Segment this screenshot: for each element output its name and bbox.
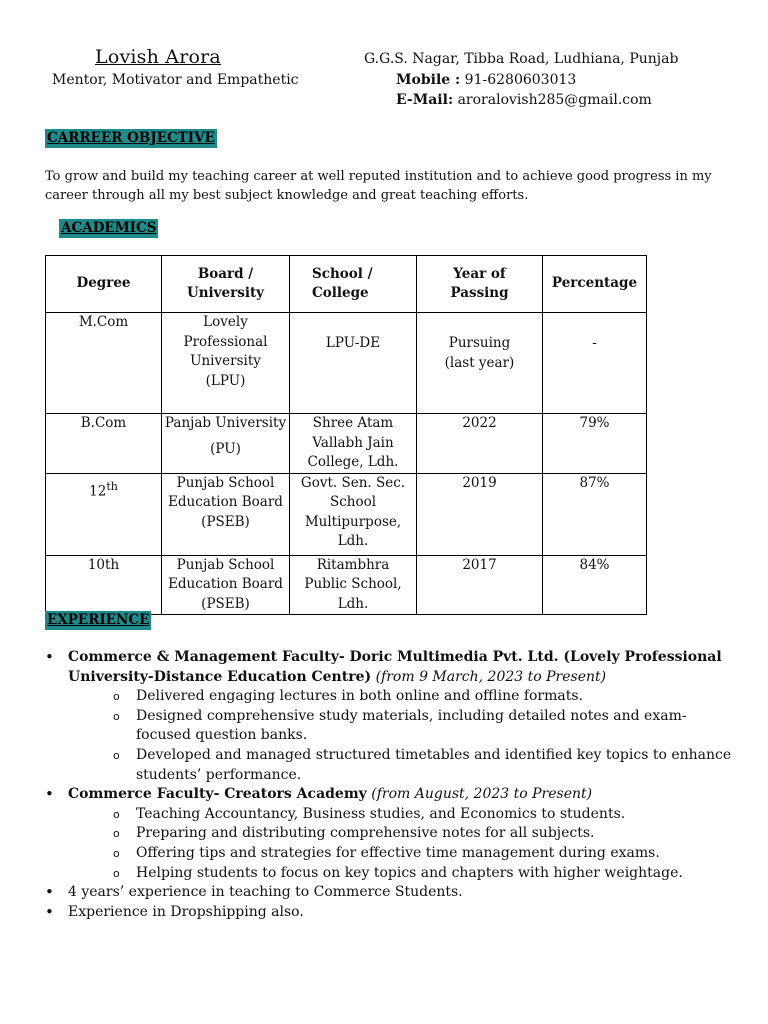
- job-point: o Helping students to focus on key topics and chapters with higher weightage.: [113, 864, 735, 884]
- job-point: o Designed comprehensive study materials, including detailed notes and exam-focused question banks.: [113, 707, 735, 746]
- cell-percentage: 87%: [543, 473, 647, 555]
- col-header-degree: Degree: [46, 256, 162, 313]
- cell-line: Govt. Sen. Sec.: [300, 474, 406, 491]
- col-header-percentage: Percentage: [543, 256, 647, 313]
- cell-board: [162, 414, 290, 474]
- cell-school: [290, 555, 417, 615]
- cell-percentage: -: [543, 313, 647, 414]
- cell-percentage: 84%: [543, 555, 647, 615]
- cell-line: Professional: [183, 333, 268, 350]
- job-period: (from August, 2023 to Present): [371, 786, 593, 803]
- cell-line: University: [190, 353, 261, 369]
- degree-suffix: th: [106, 479, 118, 493]
- job-title: Commerce Faculty- Creators Academy: [68, 786, 367, 803]
- cell-school: [290, 313, 417, 414]
- cell-line: Ritambhra: [316, 556, 390, 573]
- cell-line: Punjab School: [176, 556, 275, 573]
- cell-line: College, Ldh.: [307, 454, 399, 470]
- job-item: [45, 648, 735, 785]
- degree-number: 12: [89, 483, 107, 499]
- candidate-name: Lovish Arora: [95, 46, 221, 68]
- cell-line: LPU-DE: [325, 335, 381, 351]
- cell-year: 2022: [417, 414, 543, 474]
- cell-line: Ldh.: [337, 595, 369, 612]
- col-header-year: [417, 256, 543, 313]
- cell-line: (PSEB): [201, 595, 250, 612]
- cell-board: [162, 313, 290, 414]
- email-line: [396, 92, 652, 108]
- cell-degree: [46, 473, 162, 555]
- table-header-row: [46, 256, 647, 313]
- cell-line: (last year): [444, 354, 515, 371]
- job-point: o Teaching Accountancy, Business studies, and Economics to students.: [113, 805, 735, 825]
- col-header-board: [162, 256, 290, 313]
- cell-board: [162, 473, 290, 555]
- experience-extra: • Experience in Dropshipping also.: [45, 903, 735, 923]
- cell-degree: 10th: [46, 555, 162, 615]
- candidate-tagline: Mentor, Motivator and Empathetic: [52, 72, 299, 88]
- job-point: o Offering tips and strategies for effective time management during exams.: [113, 844, 735, 864]
- objective-text: To grow and build my teaching career at well reputed institution and to achieve good progress in my career through all my best subject knowledge and great teaching efforts.: [45, 169, 712, 203]
- cell-percentage: 79%: [543, 414, 647, 474]
- cell-line: Shree Atam: [312, 415, 394, 431]
- mobile-label: Mobile :: [396, 72, 461, 88]
- col-header-school-line1: School /: [312, 265, 373, 282]
- cell-line: Panjab University: [164, 415, 287, 431]
- cell-year: 2017: [417, 555, 543, 615]
- col-header-board-line1: Board /: [197, 265, 254, 282]
- email-value: aroralovish285@gmail.com: [457, 92, 652, 108]
- academics-table: [45, 255, 647, 615]
- cell-degree: M.Com: [46, 313, 162, 414]
- cell-line: (LPU): [205, 372, 246, 389]
- job-point: o Delivered engaging lectures in both online and offline formats.: [113, 687, 735, 707]
- cell-line: Multipurpose,: [304, 513, 402, 530]
- address: G.G.S. Nagar, Tibba Road, Ludhiana, Punjab: [364, 51, 679, 67]
- cell-line: Ldh.: [337, 533, 369, 549]
- cell-line: Lovely: [203, 314, 248, 330]
- cell-school: [290, 414, 417, 474]
- section-heading-objective: CARREER OBJECTIVE: [47, 130, 215, 146]
- job-point: o Preparing and distributing comprehensive notes for all subjects.: [113, 824, 735, 844]
- table-row: [46, 555, 647, 615]
- cell-year: 2019: [417, 473, 543, 555]
- cell-line: Pursuing: [448, 335, 511, 351]
- cell-year: [417, 313, 543, 414]
- col-header-school-line2: College: [312, 285, 369, 301]
- cell-line: (PU): [210, 440, 241, 457]
- experience-list: [45, 648, 735, 922]
- table-row: [46, 414, 647, 474]
- col-header-board-line2: University: [186, 285, 265, 301]
- cell-degree: B.Com: [46, 414, 162, 474]
- job-period: (from 9 March, 2023 to Present): [375, 668, 607, 685]
- job-point: o Developed and managed structured timetables and identified key topics to enhance students’ performance.: [113, 746, 735, 785]
- cell-line: (PSEB): [201, 513, 250, 530]
- cell-line: Education Board: [168, 494, 283, 510]
- table-row: [46, 313, 647, 414]
- cell-line: Public School,: [304, 576, 402, 592]
- mobile-value: 91-6280603013: [464, 72, 577, 88]
- table-row: [46, 473, 647, 555]
- cell-line: Vallabh Jain: [312, 434, 394, 451]
- mobile-line: [396, 72, 576, 88]
- cell-board: [162, 555, 290, 615]
- col-header-school: [290, 256, 417, 313]
- experience-extra: • 4 years’ experience in teaching to Commerce Students.: [45, 883, 735, 903]
- job-title: Commerce & Management Faculty- Doric Multimedia Pvt. Ltd. (Lovely Professional University-Distance Education Centre): [68, 649, 722, 685]
- cell-line: Education Board: [168, 576, 283, 592]
- job-item: [45, 785, 735, 883]
- cell-line: School: [329, 494, 377, 510]
- section-heading-academics: ACADEMICS: [61, 220, 157, 236]
- email-label: E-Mail:: [396, 92, 454, 108]
- cell-line: Punjab School: [176, 474, 275, 491]
- cell-school: [290, 473, 417, 555]
- section-heading-experience: EXPERIENCE: [47, 612, 150, 628]
- col-header-year-line2: Passing: [450, 285, 509, 301]
- col-header-year-line1: Year of: [453, 265, 506, 282]
